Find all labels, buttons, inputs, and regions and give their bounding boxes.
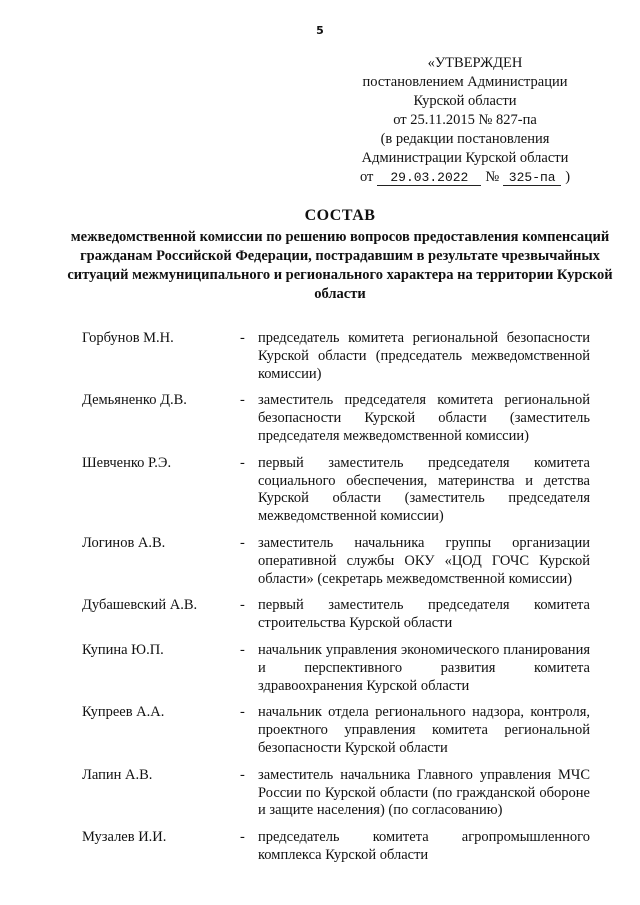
- member-dash: -: [240, 454, 245, 471]
- member-row: [82, 704, 590, 757]
- member-role: заместитель начальника Главного управления МЧС России по Курской области (по гражданской обороне и защите населения) (по согласованию): [258, 766, 590, 819]
- member-row: [82, 455, 590, 526]
- member-row: [82, 330, 590, 383]
- member-dash: -: [240, 766, 245, 783]
- member-name: Логинов А.В.: [82, 534, 166, 551]
- approval-line-5: (в редакции постановления: [380, 131, 550, 147]
- member-dash: -: [240, 641, 245, 658]
- member-role: заместитель начальника группы организации оперативной службы ОКУ «ЦОД ГОЧС Курской области» (секретарь межведомственной комиссии): [258, 534, 590, 587]
- member-row: [82, 392, 590, 445]
- member-dash: -: [240, 330, 245, 346]
- approval-stamp: [340, 54, 590, 187]
- member-role: начальник отдела регионального надзора, контроля, проектного управления комитета региональной безопасности Курской области: [258, 704, 590, 756]
- closing-paren: ): [565, 169, 571, 185]
- member-name: Дубашевский А.В.: [82, 597, 198, 614]
- approval-line-2: постановлением Администрации: [362, 74, 568, 90]
- from-label: от: [359, 169, 374, 185]
- number-sign: №: [485, 169, 500, 185]
- member-name: Шевченко Р.Э.: [82, 454, 172, 471]
- member-role: первый заместитель председателя комитета строительства Курской области: [258, 597, 590, 632]
- member-role: начальник управления экономического планирования и перспективного развития комитета здравоохранения Курской области: [258, 641, 590, 694]
- document-subtitle: межведомственной комиссии по решению вопросов предоставления компенсаций гражданам Российской Федерации, пострадавшим в результате чрезвычайных ситуаций межмуниципального и регионального характера на территории Курской области: [67, 229, 613, 302]
- approval-line-6: Администрации Курской области: [361, 150, 569, 166]
- edition-date: 29.03.2022: [377, 170, 481, 186]
- member-dash: -: [240, 534, 245, 551]
- member-name: Лапин А.В.: [82, 766, 153, 783]
- member-dash: -: [240, 829, 245, 846]
- edition-number: 325-па: [503, 170, 561, 186]
- member-name: Музалев И.И.: [82, 829, 167, 846]
- members-list: [82, 330, 590, 874]
- member-row: [82, 829, 590, 865]
- approval-line-3: Курской области: [413, 93, 517, 109]
- member-dash: -: [240, 597, 245, 614]
- edition-line: [340, 168, 590, 187]
- member-dash: -: [240, 392, 245, 409]
- document-title: СОСТАВ: [304, 207, 376, 224]
- page-number: 5: [316, 24, 324, 37]
- member-row: [82, 597, 590, 633]
- member-name: Горбунов М.Н.: [82, 330, 174, 346]
- approval-line-1: «УТВЕРЖДЕН: [427, 55, 523, 71]
- title-block: [60, 207, 620, 304]
- member-dash: -: [240, 704, 245, 721]
- member-row: [82, 642, 590, 695]
- member-name: Купина Ю.П.: [82, 641, 164, 658]
- member-role: первый заместитель председателя комитета социального обеспечения, материнства и детства Курской области (заместитель председателя межведомственной комиссии): [258, 454, 590, 525]
- approval-line-4: от 25.11.2015 № 827-па: [393, 112, 537, 128]
- member-role: председатель комитета региональной безопасности Курской области (председатель межведомственной комиссии): [258, 330, 590, 382]
- member-name: Купреев А.А.: [82, 704, 165, 721]
- member-role: заместитель председателя комитета региональной безопасности Курской области (заместитель председателя межведомственной комиссии): [258, 392, 590, 444]
- member-row: [82, 767, 590, 820]
- member-row: [82, 535, 590, 588]
- member-name: Демьяненко Д.В.: [82, 392, 187, 409]
- member-role: председатель комитета агропромышленного комплекса Курской области: [258, 829, 590, 863]
